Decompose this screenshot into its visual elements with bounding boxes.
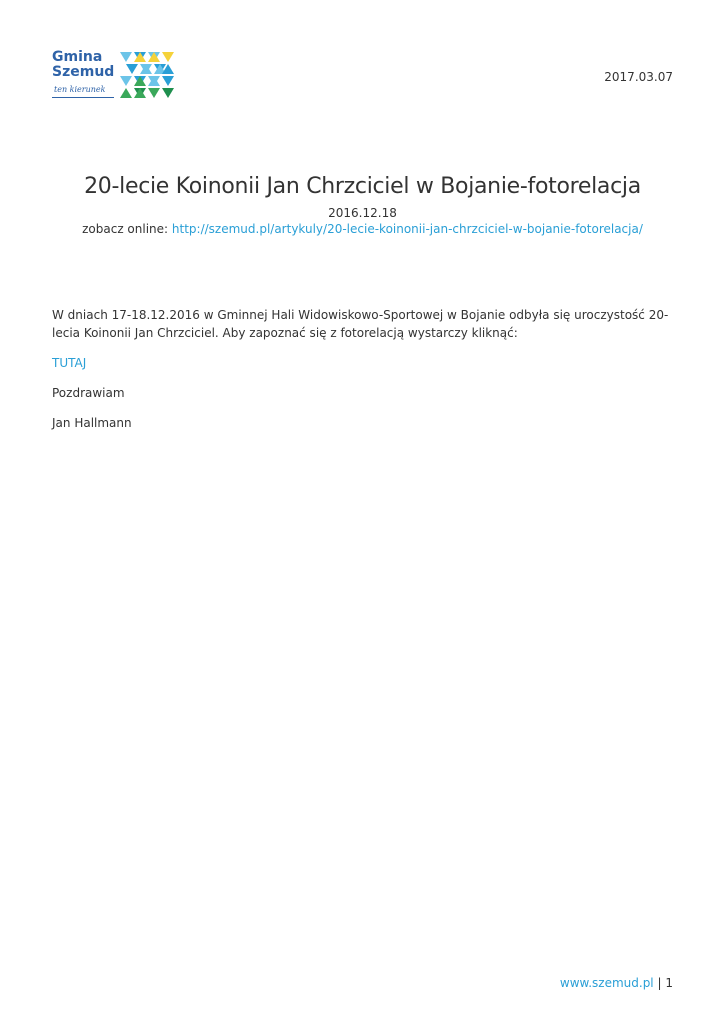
- print-date: 2017.03.07: [604, 70, 673, 84]
- footer-site-link[interactable]: www.szemud.pl: [559, 976, 654, 990]
- page-number: 1: [665, 976, 673, 990]
- article-title: 20-lecie Koinonii Jan Chrzciciel w Bojanie-fotorelacja: [84, 174, 641, 199]
- tutaj-link[interactable]: TUTAJ: [52, 356, 87, 370]
- page-footer: [560, 976, 673, 990]
- logo-line-1: Gmina: [52, 49, 103, 65]
- footer-separator: |: [657, 976, 662, 990]
- gmina-szemud-logo: [52, 50, 182, 105]
- greeting: Pozdrawiam: [52, 386, 125, 400]
- article-date: 2016.12.18: [328, 206, 397, 220]
- logo-wordmark: [52, 50, 114, 80]
- logo-underline: [52, 97, 114, 98]
- online-link-line: [0, 222, 725, 236]
- online-label: zobacz online:: [82, 222, 169, 236]
- article-paragraph: W dniach 17-18.12.2016 w Gminnej Hali Widowiskowo-Sportowej w Bojanie odbyła się uroczystość 20-lecia Koinonii Jan Chrzciciel. Aby zapoznać się z fotorelacją wystarczy kliknąć:: [52, 308, 669, 340]
- logo-line-2: Szemud: [52, 64, 115, 80]
- article-body: [52, 306, 677, 444]
- triangle-mosaic-icon: [118, 50, 174, 102]
- online-url-link[interactable]: http://szemud.pl/artykuly/20-lecie-koinonii-jan-chrzciciel-w-bojanie-fotorelacja/: [171, 222, 643, 236]
- signature: Jan Hallmann: [52, 416, 132, 430]
- logo-slogan: ten kierunek: [54, 85, 106, 94]
